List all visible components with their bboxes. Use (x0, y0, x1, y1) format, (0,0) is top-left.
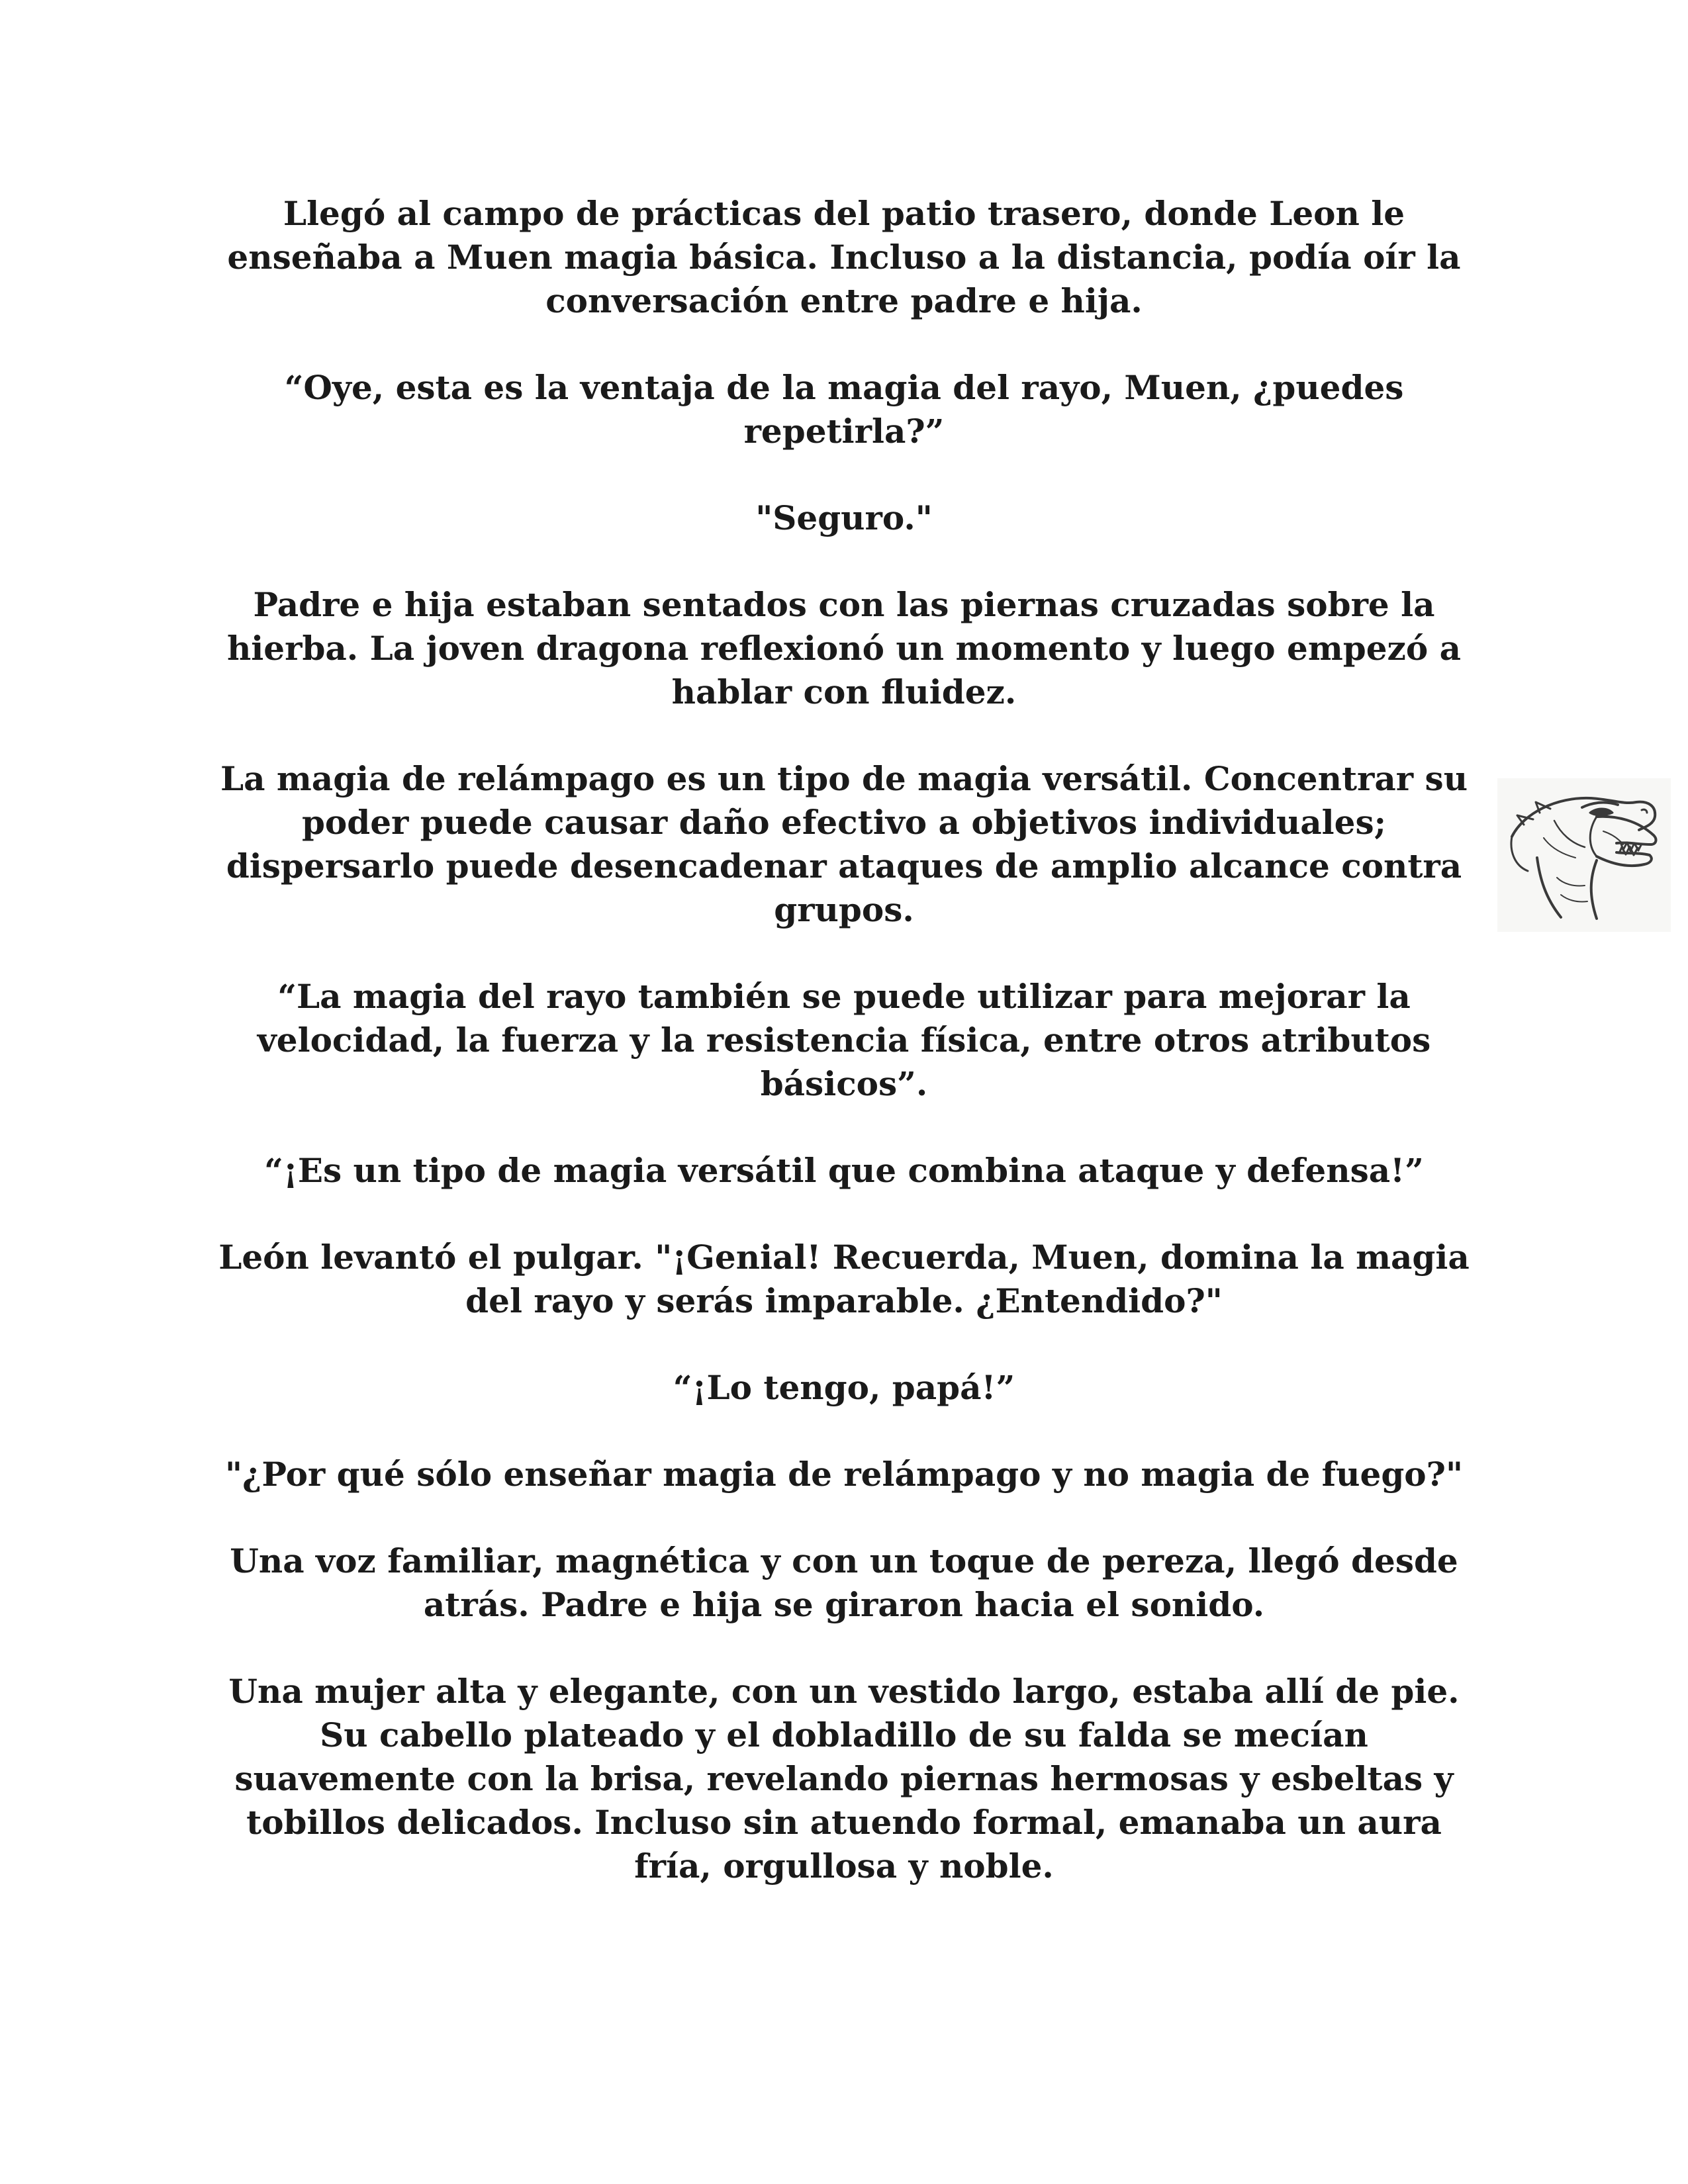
paragraph-6: “La magia del rayo también se puede utilizar para mejorar la velocidad, la fuerza y la resistencia física, entre otros atributos básicos”. (257, 977, 1431, 1103)
paragraph-12: Una mujer alta y elegante, con un vestido largo, estaba allí de pie. Su cabello plateado y el dobladillo de su falda se mecían suavemente con la brisa, revelando piernas hermosas y esbeltas y tobillos delicados. Incluso sin atuendo formal, emanaba un aura fría, orgullosa y noble. (228, 1672, 1460, 1886)
paragraph-9: “¡Lo tengo, papá!” (673, 1368, 1015, 1407)
paragraph-4: Padre e hija estaban sentados con las piernas cruzadas sobre la hierba. La joven dragona reflexionó un momento y luego empezó a hablar con fluidez. (226, 585, 1462, 711)
paragraph-7: “¡Es un tipo de magia versátil que combina ataque y defensa!” (264, 1151, 1424, 1190)
story-text (218, 192, 1470, 1888)
paragraph-3: "Seguro." (755, 498, 933, 537)
dragon-head-sketch-icon (1497, 778, 1671, 932)
paragraph-11: Una voz familiar, magnética y con un toque de pereza, llegó desde atrás. Padre e hija se giraron hacia el sonido. (230, 1541, 1458, 1624)
paragraph-5: La magia de relámpago es un tipo de magia versátil. Concentrar su poder puede causar daño efectivo a objetivos individuales; dispersarlo puede desencadenar ataques de amplio alcance contra grupos. (220, 759, 1468, 929)
paragraph-10: "¿Por qué sólo enseñar magia de relámpago y no magia de fuego?" (224, 1455, 1464, 1494)
paragraph-2: “Oye, esta es la ventaja de la magia del rayo, Muen, ¿puedes repetirla?” (284, 368, 1404, 451)
paragraph-1: Llegó al campo de prácticas del patio trasero, donde Leon le enseñaba a Muen magia básica. Incluso a la distancia, podía oír la conversación entre padre e hija. (227, 194, 1461, 320)
paragraph-8: León levantó el pulgar. "¡Genial! Recuerda, Muen, domina la magia del rayo y serás imparable. ¿Entendido?" (218, 1238, 1470, 1320)
